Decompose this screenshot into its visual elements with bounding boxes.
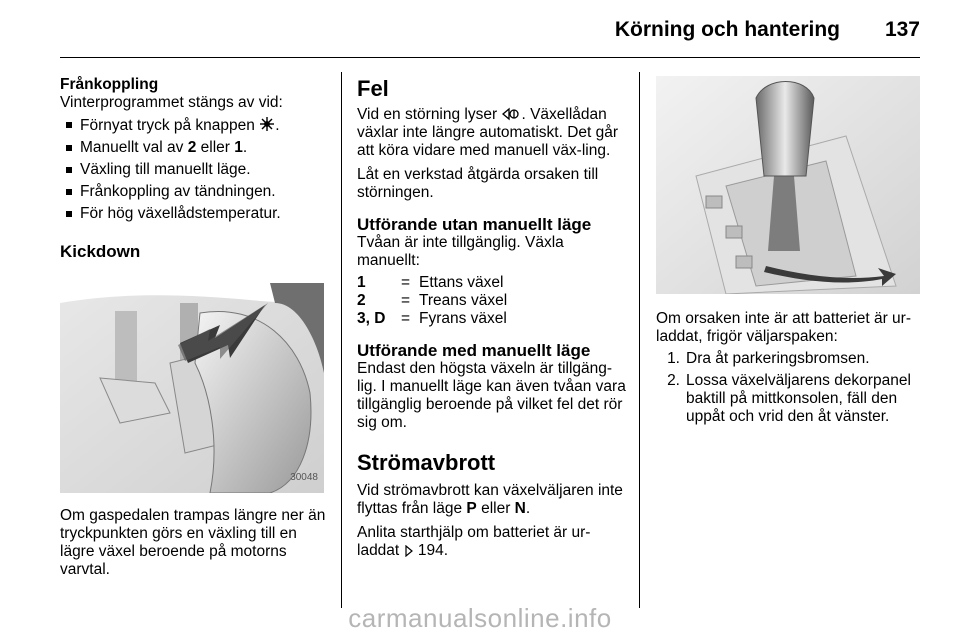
power-text: Vid strömavbrott kan växelväljaren inte flyttas från läge P eller N. (357, 482, 623, 517)
intro-text: Vinterprogrammet stängs av vid: (60, 94, 283, 111)
bullet-icon (66, 122, 72, 128)
list-item: Frånkoppling av tändningen. (60, 183, 328, 201)
no-manual-heading: Utförande utan manuellt läge (357, 215, 592, 234)
bullet-icon (66, 189, 72, 195)
header-rule (60, 57, 920, 58)
bullet-text: Förnyat tryck på knappen (80, 117, 255, 134)
jump-start-text: Anlita starthjälp om batteriet är ur-laddat 194. (357, 524, 591, 559)
fel-heading: Fel (357, 76, 389, 101)
page-reference[interactable]: 194 (417, 542, 444, 559)
with-manual-text: Endast den högsta växeln är tillgäng-lig. I manuellt läge kan även tvåan vara tillgänglig beroende på vilket fel det rör sig om. (357, 360, 626, 431)
pedal-image (60, 283, 324, 493)
figure-number: 30048 (290, 472, 318, 483)
with-manual-heading: Utförande med manuellt läge (357, 341, 591, 360)
fel-text-2: Låt en verkstad åtgärda orsaken till störningen. (357, 166, 599, 201)
list-item: Förnyat tryck på knappen . (60, 116, 328, 135)
page-number: 137 (884, 18, 920, 41)
snowflake-icon (259, 116, 275, 132)
gearbox-warning-icon (501, 107, 521, 121)
kickdown-text: Om gaspedalen trampas längre ner än tryckpunkten görs en växling till en lägre växel beroende på motorns varvtal. (60, 507, 326, 578)
steps-list (656, 350, 922, 426)
watermark: carmanualsonline.info (348, 603, 612, 633)
kickdown-pedal-illustration (60, 283, 324, 493)
column-1 (60, 76, 328, 579)
page-header (60, 18, 920, 46)
subheading-frankoppling: Frånkoppling (60, 76, 159, 93)
gear-table (357, 274, 627, 328)
bullet-icon (66, 167, 72, 173)
list-item: Manuellt val av 2 eller 1. (60, 139, 328, 157)
column-2 (357, 76, 627, 560)
no-manual-text: Tvåan är inte tillgänglig. Växla manuellt: (357, 234, 564, 269)
kickdown-heading: Kickdown (60, 242, 141, 261)
table-row: 1 = Ettans växel (357, 274, 504, 291)
bullet-icon (66, 211, 72, 217)
table-row: 2 = Treans växel (357, 292, 508, 309)
column-divider-right (639, 72, 640, 608)
cause-text: Om orsaken inte är att batteriet är ur-laddat, frigör väljarspaken: (656, 310, 911, 345)
bullet-icon (66, 145, 72, 151)
power-heading: Strömavbrott (357, 450, 496, 475)
table-row: 3, D = Fyrans växel (357, 310, 507, 327)
column-divider-left (341, 72, 342, 608)
column-3 (656, 76, 922, 426)
list-item: 1. Dra åt parkeringsbromsen. (667, 350, 870, 367)
list-item: Växling till manuellt läge. (60, 161, 328, 179)
fel-text: Vid en störning lyser . Växellådan växlar inte längre automatiskt. Det går att köra vidare med manuell väx-ling. (357, 106, 619, 159)
chapter-title: Körning och hantering (614, 18, 840, 41)
list-item: För hög växellådstemperatur. (60, 205, 328, 223)
selector-image (656, 76, 920, 294)
gear-selector-illustration (656, 76, 920, 294)
list-item: 2. Lossa växelväljarens dekorpanel baktill på mittkonsolen, fäll den uppåt och vrid den åt vänster. (667, 372, 911, 425)
page-reference-icon (404, 545, 414, 557)
